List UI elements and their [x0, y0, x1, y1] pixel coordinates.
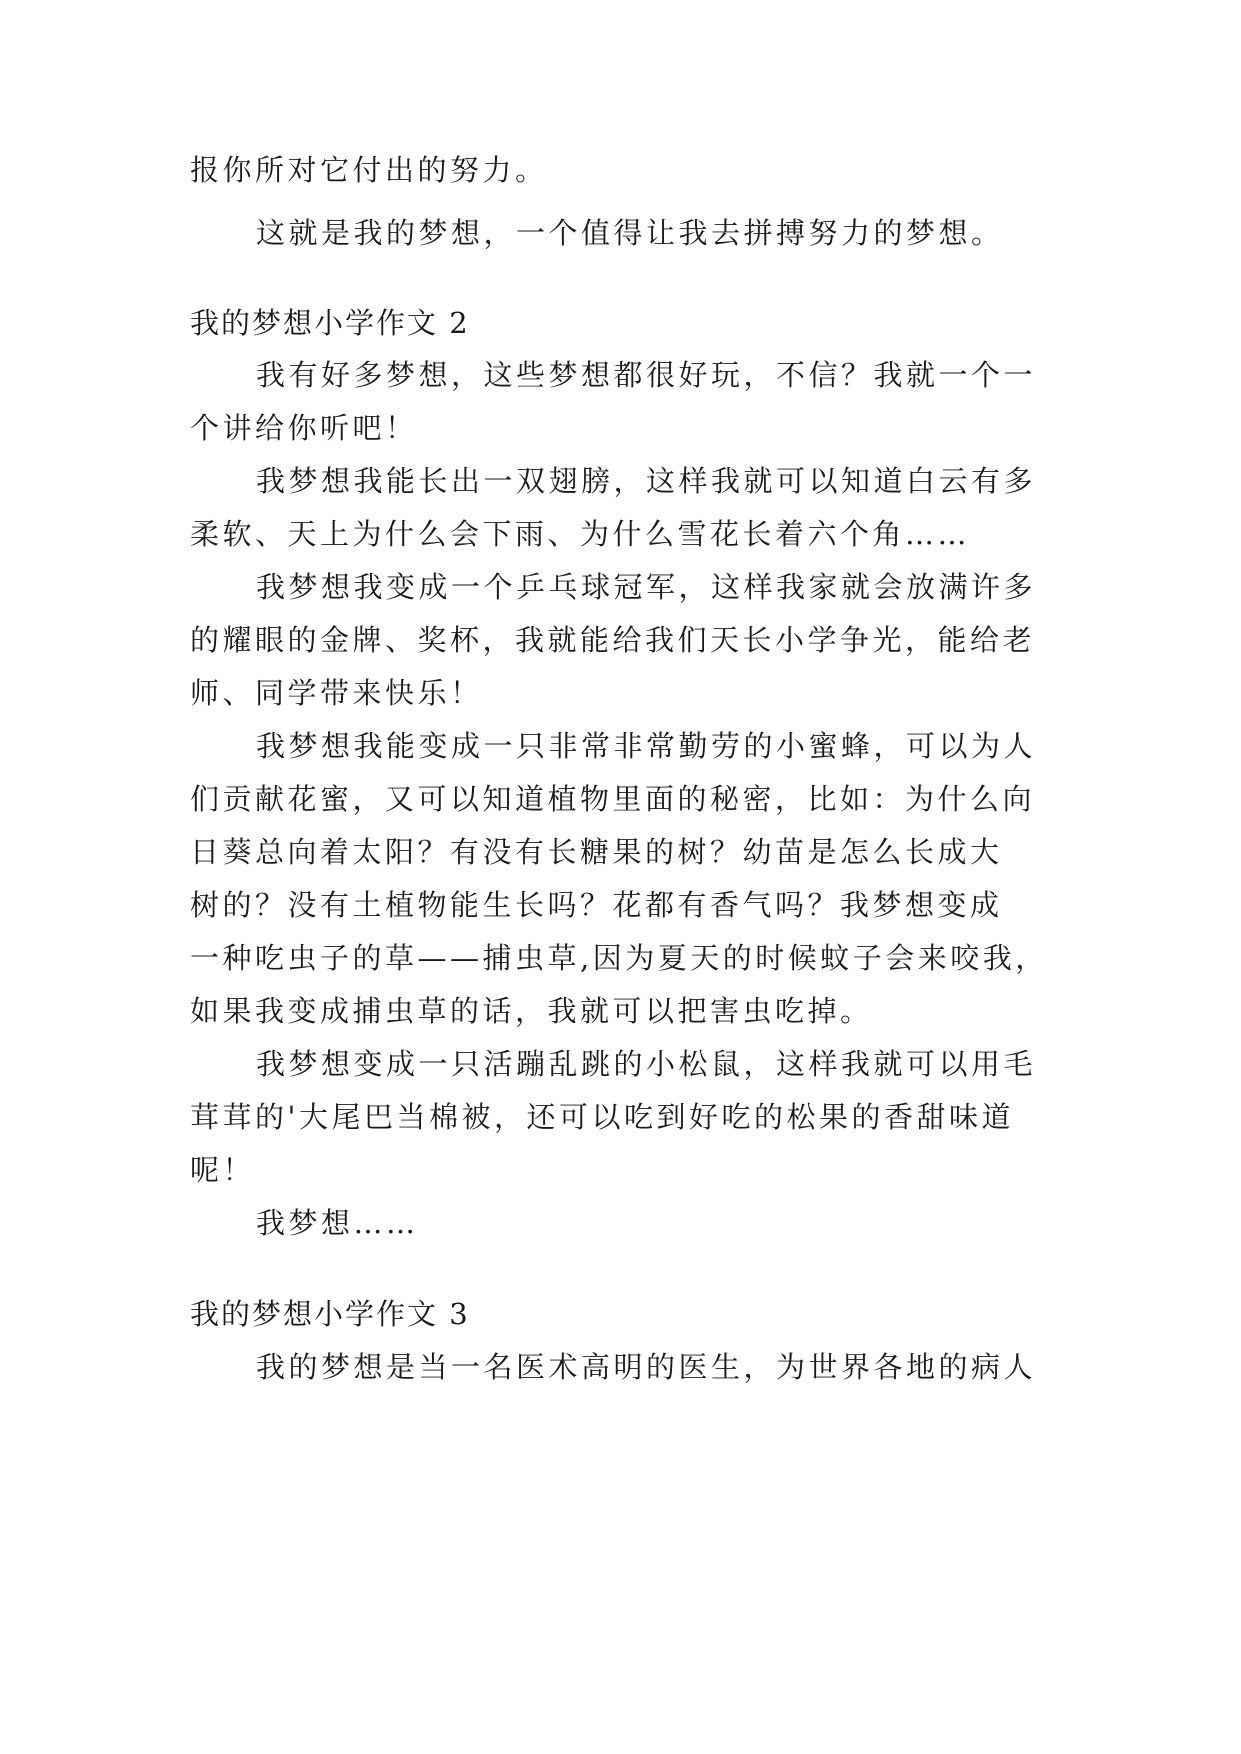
text-line: 报你所对它付出的努力。	[190, 153, 548, 187]
text-line: 们贡献花蜜，又可以知道植物里面的秘密，比如：为什么向	[190, 782, 1036, 816]
text-line: 我有好多梦想，这些梦想都很好玩，不信？我就一个一	[256, 358, 1037, 392]
text-line: 师、同学带来快乐！	[190, 676, 483, 710]
text-line: 我的梦想是当一名医术高明的医生，为世界各地的病人	[256, 1350, 1037, 1384]
text-line: 日葵总向着太阳？有没有长糖果的树？幼苗是怎么长成大	[190, 835, 1003, 869]
text-line: 我梦想我能长出一双翅膀，这样我就可以知道白云有多	[256, 464, 1037, 498]
text-line: 我梦想……	[256, 1206, 419, 1240]
text-line: 一种吃虫子的草——捕虫草,因为夏天的时候蚊子会来咬我，	[190, 941, 1048, 975]
text-line: 我梦想变成一只活蹦乱跳的小松鼠，这样我就可以用毛	[256, 1047, 1037, 1081]
text-line: 树的？没有土植物能生长吗？花都有香气吗？我梦想变成	[190, 888, 1003, 922]
text-line: 呢！	[190, 1153, 256, 1187]
section-heading: 我的梦想小学作文 2	[190, 306, 470, 340]
text-line: 的耀眼的金牌、奖杯，我就能给我们天长小学争光，能给老	[190, 623, 1036, 657]
text-line: 我梦想我能变成一只非常非常勤劳的小蜜蜂，可以为人	[256, 729, 1037, 763]
text-line: 个讲给你听吧！	[190, 411, 418, 445]
text-line: 茸茸的'大尾巴当棉被，还可以吃到好吃的松果的香甜味道	[190, 1100, 1014, 1134]
section-heading: 我的梦想小学作文 3	[190, 1297, 470, 1331]
text-line: 如果我变成捕虫草的话，我就可以把害虫吃掉。	[190, 994, 873, 1028]
text-line: 柔软、天上为什么会下雨、为什么雪花长着六个角……	[190, 517, 971, 551]
text-line: 这就是我的梦想，一个值得让我去拼搏努力的梦想。	[256, 216, 1004, 250]
text-line: 我梦想我变成一个乒乓球冠军，这样我家就会放满许多	[256, 570, 1037, 604]
